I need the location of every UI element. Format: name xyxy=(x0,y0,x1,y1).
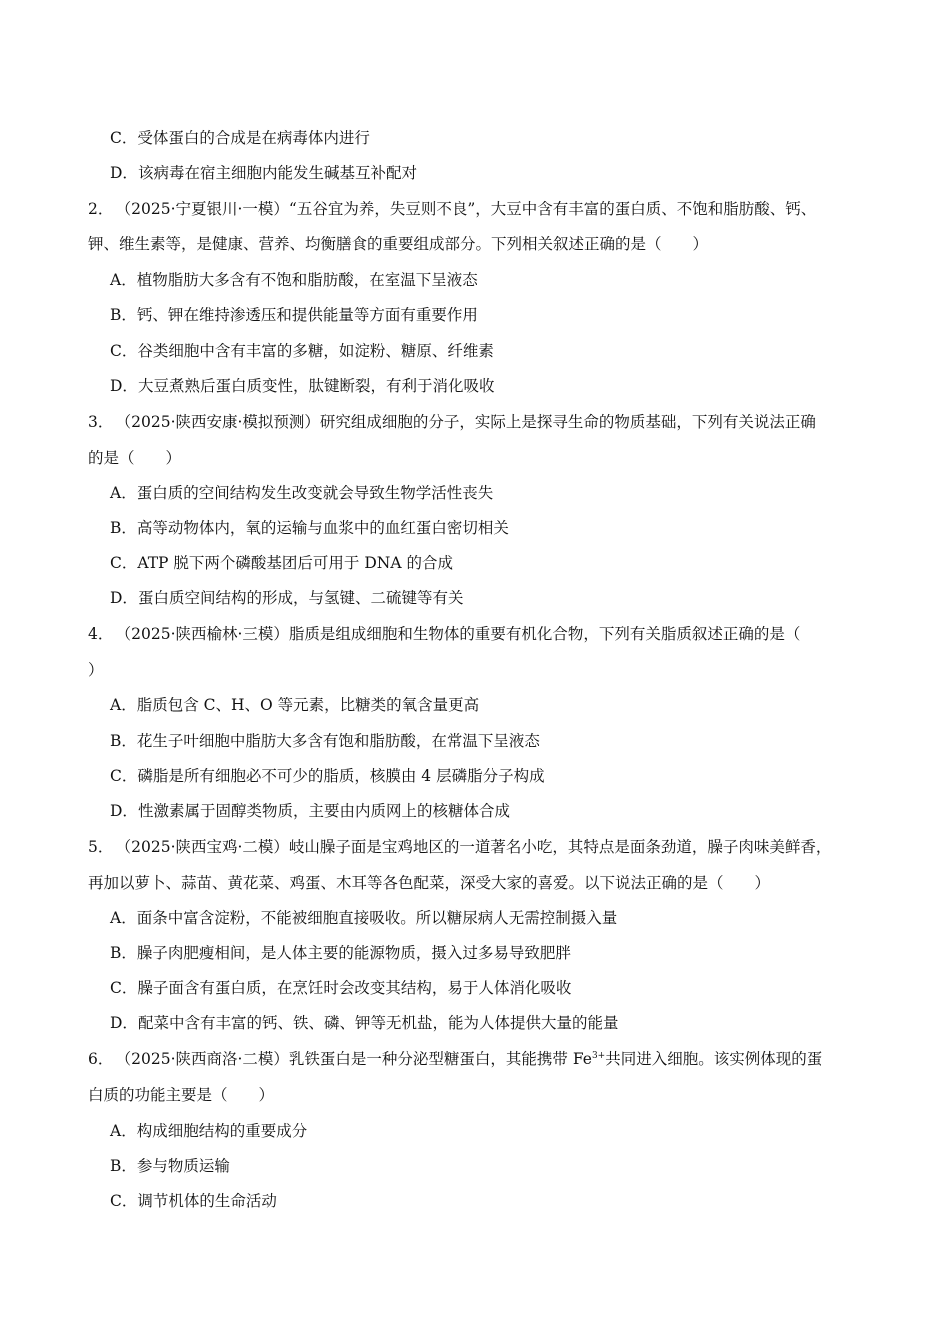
option-6c xyxy=(110,1191,277,1211)
option-6b xyxy=(110,1156,230,1176)
option-text: 谷类细胞中含有丰富的多糖，如淀粉、糖原、纤维素 xyxy=(137,342,494,360)
question-number: 6． xyxy=(88,1050,114,1068)
question-6-stem-cont xyxy=(88,1085,274,1105)
option-text: 参与物质运输 xyxy=(136,1157,230,1175)
option-text: 该病毒在宿主细胞内能发生碱基互补配对 xyxy=(137,164,417,182)
question-text: （2025·陕西榆林·三模）脂质是组成细胞和生物体的重要有机化合物，下列有关脂质叙述正确的是（ xyxy=(123,625,801,643)
option-letter: A． xyxy=(110,484,137,502)
option-text: 磷脂是所有细胞必不可少的脂质，核膜由 4 层磷脂分子构成 xyxy=(137,767,545,785)
option-letter: C． xyxy=(110,979,138,997)
question-number: 4． xyxy=(88,625,114,643)
option-4a xyxy=(110,695,479,715)
option-2d xyxy=(110,376,494,396)
question-number: 3． xyxy=(88,413,114,431)
option-text: 性激素属于固醇类物质，主要由内质网上的核糖体合成 xyxy=(137,802,510,820)
option-text: 面条中富含淀粉，不能被细胞直接吸收。所以糖尿病人无需控制摄入量 xyxy=(136,909,618,927)
option-letter: B． xyxy=(110,732,137,750)
option-text: 配菜中含有丰富的钙、铁、磷、钾等无机盐，能为人体提供大量的能量 xyxy=(137,1014,619,1032)
option-text: 调节机体的生命活动 xyxy=(137,1192,277,1210)
option-2a xyxy=(110,270,478,290)
option-2c xyxy=(110,341,494,361)
option-text: 受体蛋白的合成是在病毒体内进行 xyxy=(137,129,370,147)
option-letter: D． xyxy=(110,802,138,820)
question-text: 钾、维生素等，是健康、营养、均衡膳食的重要组成部分。下列相关叙述正确的是（ ） xyxy=(88,235,709,253)
option-1c xyxy=(110,128,370,148)
question-number: 2． xyxy=(88,200,114,218)
option-text: 大豆煮熟后蛋白质变性，肽键断裂，有利于消化吸收 xyxy=(137,377,495,395)
option-letter: B． xyxy=(110,306,137,324)
question-4-stem-cont xyxy=(88,660,104,680)
option-text: 构成细胞结构的重要成分 xyxy=(136,1122,308,1140)
option-5c xyxy=(110,978,571,998)
option-letter: D． xyxy=(110,589,138,607)
question-text: （2025·宁夏银川·一模）“五谷宜为养，失豆则不良”，大豆中含有丰富的蛋白质、不饱和脂肪酸、钙、 xyxy=(123,200,817,218)
question-5-stem xyxy=(88,837,831,857)
option-3b xyxy=(110,518,509,538)
question-4-stem xyxy=(88,624,800,644)
option-5a xyxy=(110,908,617,928)
option-letter: C． xyxy=(110,554,138,572)
option-letter: C． xyxy=(110,1192,138,1210)
question-text: 再加以萝卜、蒜苗、黄花菜、鸡蛋、木耳等各色配菜，深受大家的喜爱。以下说法正确的是（ ） xyxy=(88,874,771,892)
option-text: 臊子肉肥瘦相间，是人体主要的能源物质，摄入过多易导致肥胖 xyxy=(136,944,571,962)
option-5d xyxy=(110,1013,618,1033)
option-text: ATP 脱下两个磷酸基团后可用于 DNA 的合成 xyxy=(137,554,453,572)
option-letter: C． xyxy=(110,129,138,147)
option-3d xyxy=(110,588,463,608)
option-letter: D． xyxy=(110,377,138,395)
question-text: ） xyxy=(88,661,104,679)
option-letter: B． xyxy=(110,944,137,962)
question-text: 的是（ ） xyxy=(88,449,182,467)
option-5b xyxy=(110,943,571,963)
question-text: （2025·陕西宝鸡·二模）岐山臊子面是宝鸡地区的一道著名小吃，其特点是面条劲道，臊子肉味美鲜香， xyxy=(123,838,832,856)
question-3-stem-cont xyxy=(88,448,181,468)
option-letter: C． xyxy=(110,767,138,785)
option-6a xyxy=(110,1121,307,1141)
option-letter: C． xyxy=(110,342,138,360)
option-text: 蛋白质空间结构的形成，与氢键、二硫键等有关 xyxy=(137,589,464,607)
option-4d xyxy=(110,801,510,821)
option-text: 脂质包含 C、H、O 等元素，比糖类的氧含量更高 xyxy=(136,696,480,714)
option-letter: B． xyxy=(110,519,137,537)
option-text: 植物脂肪大多含有不饱和脂肪酸，在室温下呈液态 xyxy=(136,271,478,289)
option-text: 花生子叶细胞中脂肪大多含有饱和脂肪酸，在常温下呈液态 xyxy=(136,732,540,750)
option-1d xyxy=(110,163,417,183)
question-text: （2025·陕西商洛·二模）乳铁蛋白是一种分泌型糖蛋白，其能携带 Fe xyxy=(123,1050,592,1068)
option-2b xyxy=(110,305,478,325)
option-text: 臊子面含有蛋白质，在烹饪时会改变其结构，易于人体消化吸收 xyxy=(137,979,572,997)
question-number: 5． xyxy=(88,838,114,856)
question-3-stem xyxy=(88,412,816,432)
option-3a xyxy=(110,483,493,503)
option-letter: A． xyxy=(110,909,137,927)
option-letter: A． xyxy=(110,696,137,714)
question-text: （2025·陕西安康·模拟预测）研究组成细胞的分子，实际上是探寻生命的物质基础，下列有关说法正确 xyxy=(123,413,816,431)
option-text: 蛋白质的空间结构发生改变就会导致生物学活性丧失 xyxy=(136,484,494,502)
option-4c xyxy=(110,766,545,786)
question-text: 白质的功能主要是（ ） xyxy=(88,1086,275,1104)
option-letter: B． xyxy=(110,1157,137,1175)
option-text: 高等动物体内，氧的运输与血浆中的血红蛋白密切相关 xyxy=(136,519,509,537)
question-2-stem-cont xyxy=(88,234,708,254)
question-6-stem xyxy=(88,1049,822,1069)
option-letter: A． xyxy=(110,271,137,289)
ion-charge-superscript: 3+ xyxy=(591,1051,606,1061)
option-4b xyxy=(110,731,540,751)
option-letter: D． xyxy=(110,1014,138,1032)
question-text: 共同进入细胞。该实例体现的蛋 xyxy=(605,1050,823,1068)
option-3c xyxy=(110,553,453,573)
option-letter: A． xyxy=(110,1122,137,1140)
question-5-stem-cont xyxy=(88,873,770,893)
option-letter: D． xyxy=(110,164,138,182)
option-text: 钙、钾在维持渗透压和提供能量等方面有重要作用 xyxy=(136,306,478,324)
question-2-stem xyxy=(88,199,816,219)
